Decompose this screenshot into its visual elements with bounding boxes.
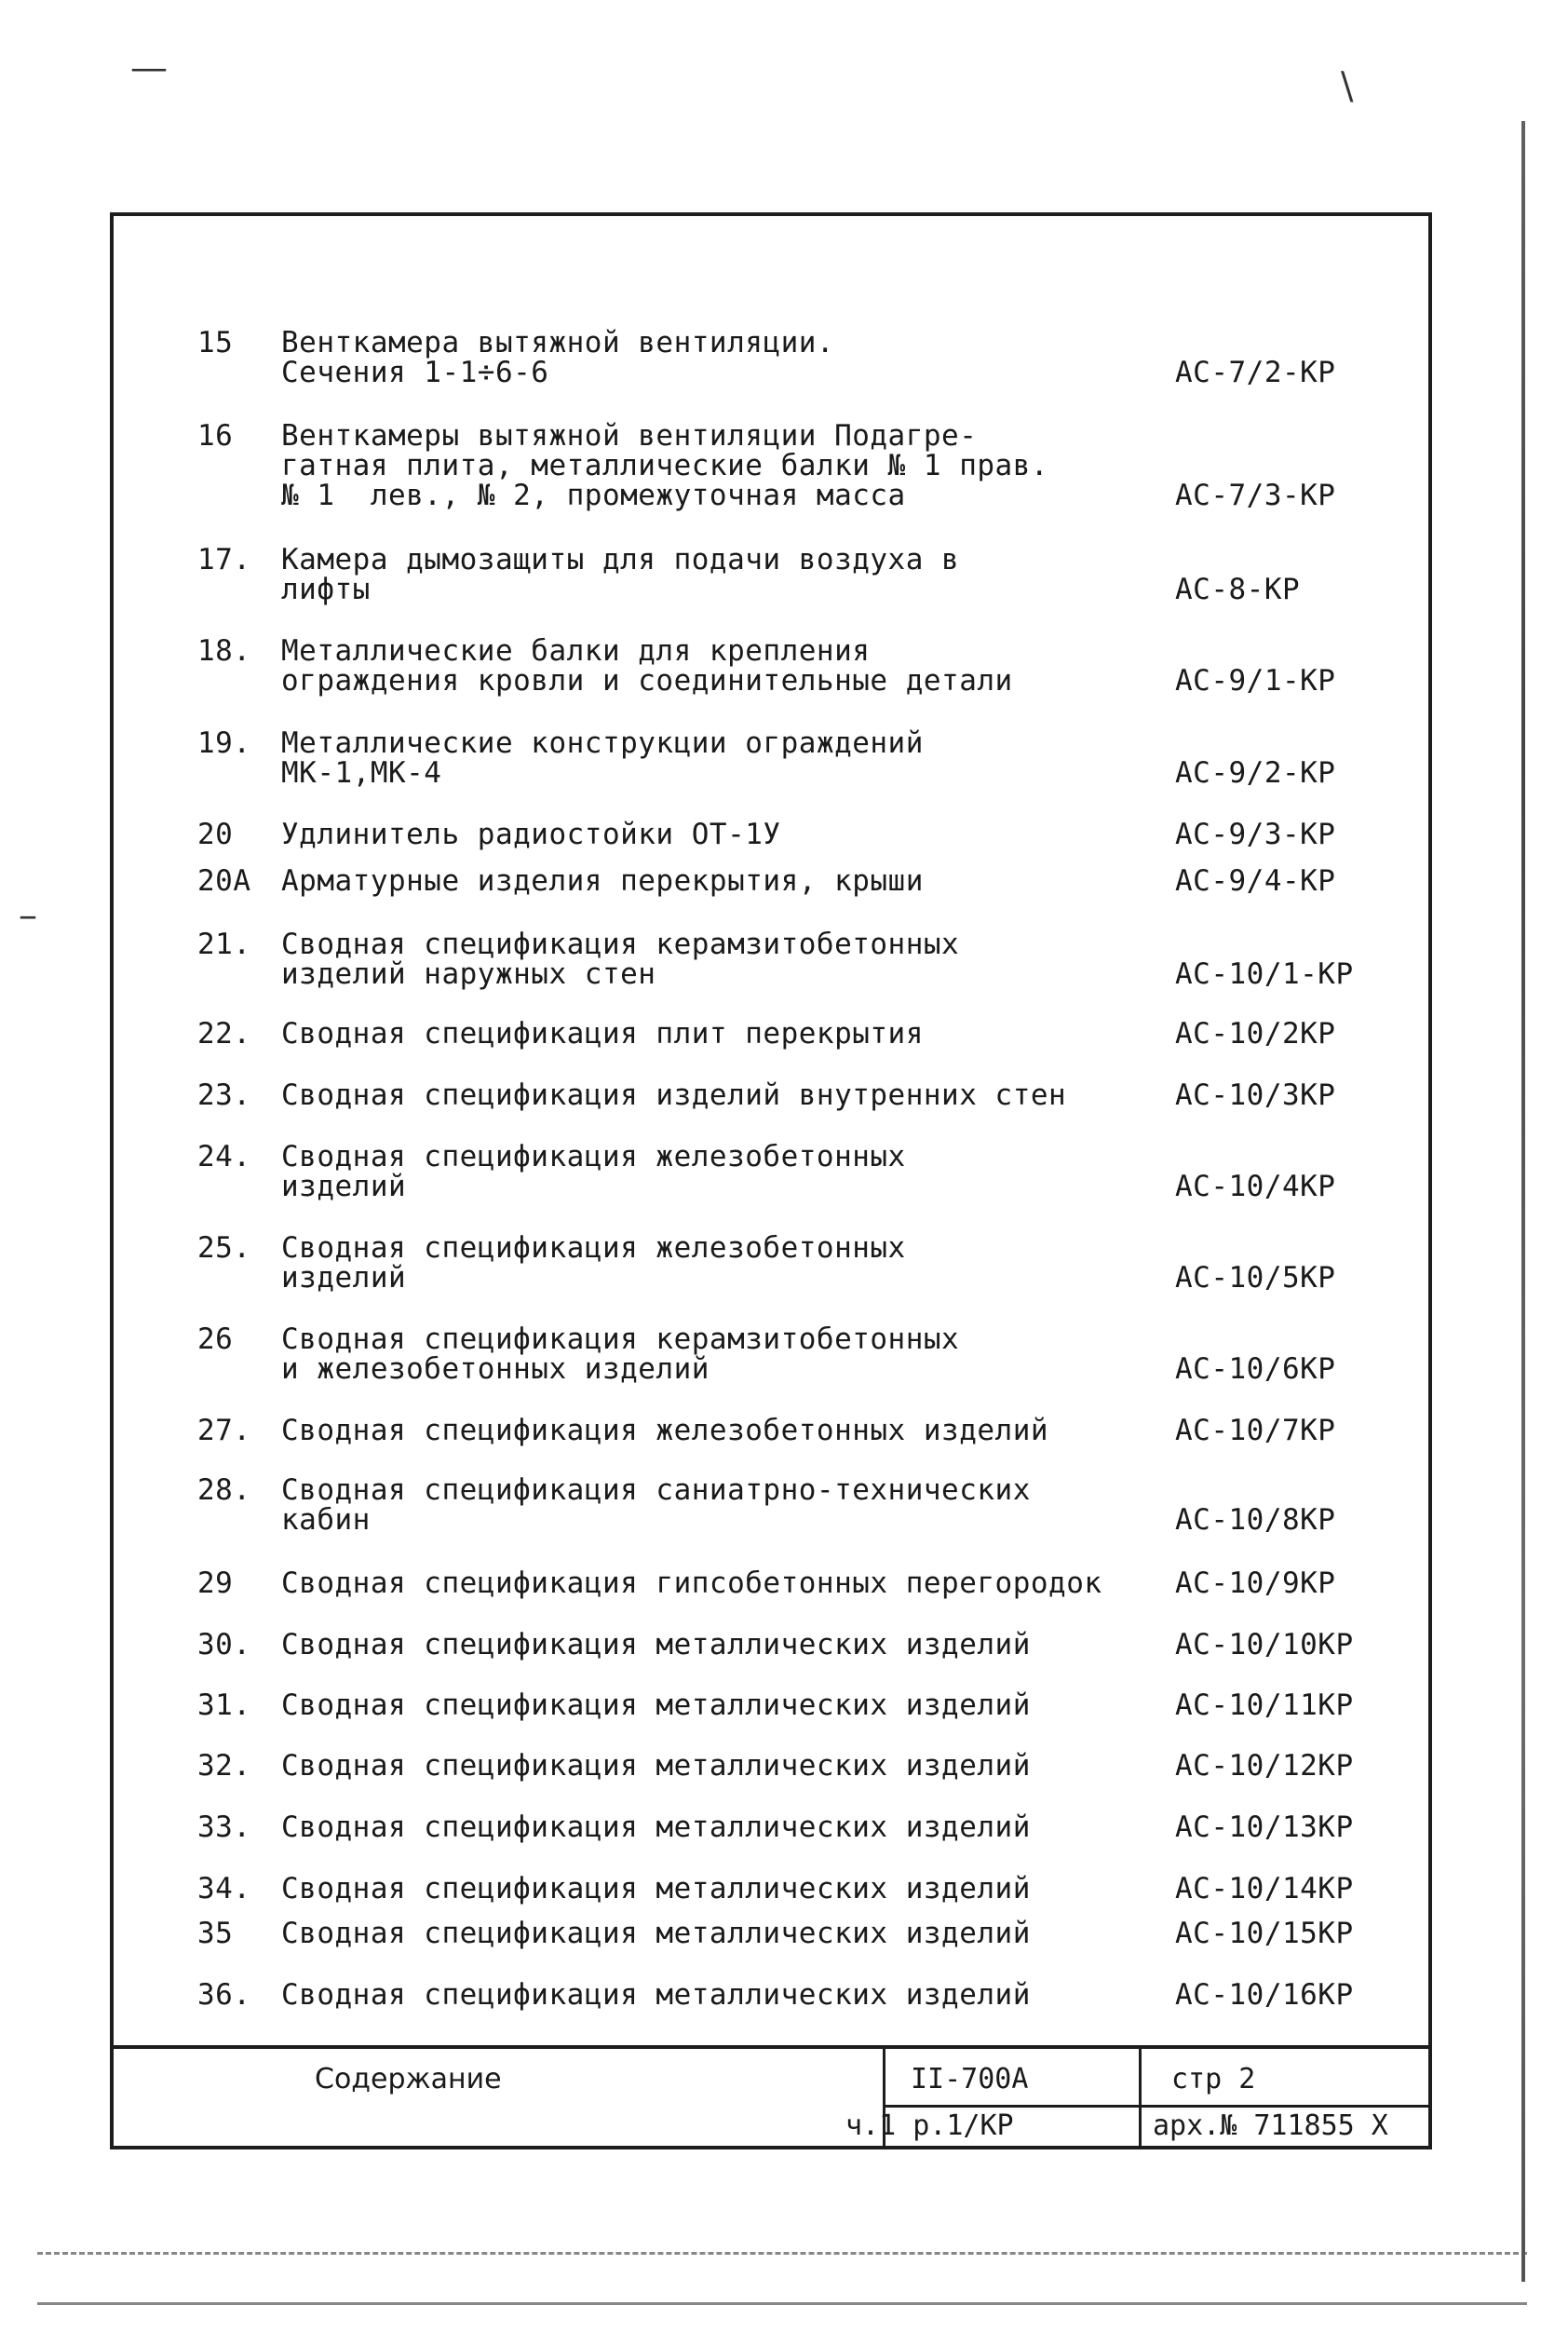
entry-description: Венткамера вытяжной вентиляции. Сечения 1-1÷6-6 [281, 326, 835, 389]
entry-number: 32. [197, 1749, 251, 1783]
entry-number: 22. [197, 1017, 251, 1051]
title-block [110, 2045, 1432, 2149]
entry-code: АС-10/16КР [1175, 1978, 1354, 2012]
entry-number: 28. [197, 1473, 251, 1507]
entry-number: 19. [197, 726, 251, 760]
entry-number: 23. [197, 1078, 251, 1112]
entry-number: 25. [197, 1231, 251, 1265]
title-block-archive: арх.№ 711855 Х [1153, 2109, 1388, 2142]
entry-number: 20 [197, 818, 234, 851]
entry-number: 24. [197, 1140, 251, 1173]
title-block-series: II-700А [911, 2063, 1029, 2095]
entry-description: Удлинитель радиостойки ОТ-1У [281, 818, 781, 851]
entry-code: АС-10/5КР [1175, 1261, 1336, 1295]
entry-code: АС-9/3-КР [1175, 818, 1336, 851]
entry-number: 34. [197, 1872, 251, 1905]
entry-code: АС-10/14КР [1175, 1872, 1354, 1905]
entry-number: 17. [197, 543, 251, 576]
title-block-part: ч.1 р.1/КР [845, 2109, 1014, 2142]
title-block-divider [883, 2105, 1432, 2108]
entry-code: АС-10/8КР [1175, 1503, 1336, 1537]
entry-number: 33. [197, 1810, 251, 1844]
entry-description: Сводная спецификация металлических изделий [281, 1872, 1031, 1905]
entry-code: АС-10/11КР [1175, 1688, 1354, 1722]
entry-description: Арматурные изделия перекрытия, крыши [281, 864, 924, 898]
page-edge-dashed-line [37, 2252, 1527, 2255]
entry-number: 29 [197, 1566, 234, 1600]
title-block-divider [1139, 2049, 1142, 2149]
entry-description: Сводная спецификация гипсобетонных перегородок [281, 1566, 1102, 1600]
scan-mark-icon: – [19, 894, 37, 937]
entry-code: АС-8-КР [1175, 573, 1301, 606]
entry-code: АС-10/7КР [1175, 1414, 1336, 1447]
entry-code: АС-10/12КР [1175, 1749, 1354, 1783]
entry-code: АС-7/3-КР [1175, 479, 1336, 512]
entry-number: 35 [197, 1917, 234, 1950]
entry-number: 15 [197, 326, 234, 359]
entry-code: АС-10/15КР [1175, 1917, 1354, 1950]
entry-code: АС-10/4КР [1175, 1170, 1336, 1203]
entry-number: 26 [197, 1322, 234, 1356]
entry-code: АС-10/2КР [1175, 1017, 1336, 1051]
entry-code: АС-10/9КР [1175, 1566, 1336, 1600]
entry-number: 27. [197, 1414, 251, 1447]
entry-description: Сводная спецификация саниатрно-технических кабин [281, 1473, 1031, 1537]
page-edge-shadow [1521, 121, 1525, 2282]
entry-description: Сводная спецификация изделий внутренних стен [281, 1078, 1067, 1112]
entry-number: 36. [197, 1978, 251, 2012]
page-edge-line [37, 2302, 1527, 2305]
entry-number: 18. [197, 634, 251, 668]
entry-description: Сводная спецификация железобетонных изделий [281, 1140, 906, 1203]
entry-code: АС-10/10КР [1175, 1628, 1354, 1661]
entry-number: 31. [197, 1688, 251, 1722]
entry-code: АС-10/13КР [1175, 1810, 1354, 1844]
entry-code: АС-10/1-КР [1175, 957, 1354, 991]
entry-number: 16 [197, 419, 234, 453]
title-block-title: Содержание [315, 2063, 502, 2095]
entry-code: АС-7/2-КР [1175, 356, 1336, 389]
entry-description: Сводная спецификация металлических изделий [281, 1628, 1031, 1661]
entry-number: 21. [197, 928, 251, 961]
scan-mark-icon: \ [1341, 65, 1354, 108]
entry-description: Сводная спецификация металлических изделий [281, 1917, 1031, 1950]
entry-description: Металлические конструкции ограждений МК-1,МК-4 [281, 726, 924, 790]
entry-code: АС-9/1-КР [1175, 664, 1336, 698]
entry-code: АС-10/3КР [1175, 1078, 1336, 1112]
entry-description: Сводная спецификация металлических изделий [281, 1688, 1031, 1722]
entry-description: Сводная спецификация металлических изделий [281, 1810, 1031, 1844]
title-block-page: стр 2 [1171, 2063, 1256, 2095]
entry-number: 20А [197, 864, 251, 898]
entry-description: Сводная спецификация металлических изделий [281, 1978, 1031, 2012]
entry-description: Сводная спецификация железобетонных изделий [281, 1231, 906, 1295]
entry-description: Сводная спецификация плит перекрытия [281, 1017, 924, 1051]
entry-description: Сводная спецификация керамзитобетонных и железобетонных изделий [281, 1322, 960, 1386]
entry-description: Сводная спецификация металлических изделий [281, 1749, 1031, 1783]
entry-code: АС-10/6КР [1175, 1352, 1336, 1386]
entry-description: Сводная спецификация железобетонных изделий [281, 1414, 1049, 1447]
entry-code: АС-9/4-КР [1175, 864, 1336, 898]
scan-mark-icon: — [130, 47, 168, 89]
entry-description: Венткамеры вытяжной вентиляции Подагре- гатная плита, металлические балки № 1 прав. № 1 лев., № 2, промежуточная масса [281, 419, 1049, 512]
entry-code: АС-9/2-КР [1175, 756, 1336, 790]
entry-description: Сводная спецификация керамзитобетонных изделий наружных стен [281, 928, 960, 991]
entry-description: Камера дымозащиты для подачи воздуха в лифты [281, 543, 960, 606]
entry-number: 30. [197, 1628, 251, 1661]
entry-description: Металлические балки для крепления ограждения кровли и соединительные детали [281, 634, 1013, 698]
